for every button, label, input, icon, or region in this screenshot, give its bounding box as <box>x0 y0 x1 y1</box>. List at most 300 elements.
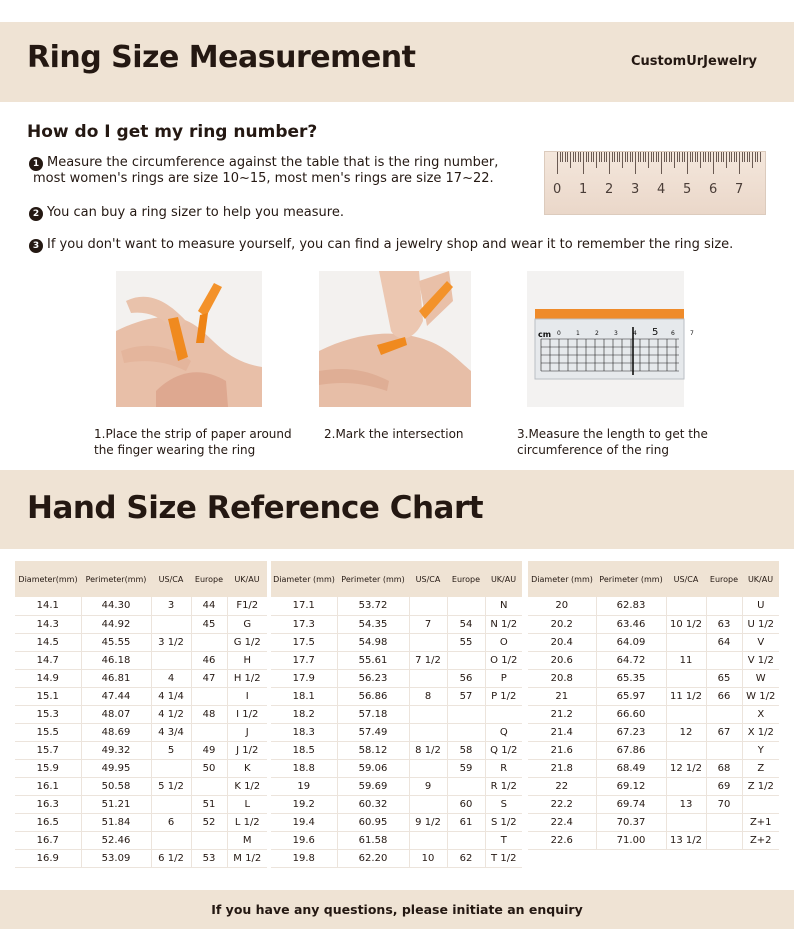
cell-us-ca: 4 <box>151 669 191 687</box>
col-uk-au: UK/AU <box>227 561 267 597</box>
ruler-tick <box>684 152 685 162</box>
table-header-row <box>528 561 779 597</box>
cell-diameter: 22.6 <box>528 831 596 849</box>
cell-perimeter: 45.55 <box>81 633 151 651</box>
ruler-tick <box>562 152 563 162</box>
table-row <box>528 669 779 687</box>
cell-perimeter: 48.07 <box>81 705 151 723</box>
cell-diameter: 15.7 <box>15 741 81 759</box>
cell-europe: 58 <box>447 741 485 759</box>
number-3-icon: 3 <box>29 239 43 253</box>
cell-us-ca: 11 1/2 <box>666 687 706 705</box>
cell-us-ca: 3 <box>151 597 191 615</box>
ruler-tick <box>601 152 602 162</box>
cell-diameter: 21.6 <box>528 741 596 759</box>
step-3-text: If you don't want to measure yourself, you can find a jewelry shop and wear it to remember the ring size. <box>47 237 734 252</box>
cell-diameter: 21.2 <box>528 705 596 723</box>
page-title: Ring Size Measurement <box>27 40 416 75</box>
cell-us-ca: 6 1/2 <box>151 849 191 867</box>
cell-uk-au: Q 1/2 <box>485 741 522 759</box>
cell-diameter: 20.2 <box>528 615 596 633</box>
cell-perimeter: 46.81 <box>81 669 151 687</box>
cell-diameter: 14.7 <box>15 651 81 669</box>
caption-1-line1: 1.Place the strip of paper around <box>94 427 292 441</box>
cell-uk-au: N <box>485 597 522 615</box>
caption-3 <box>517 426 708 458</box>
cell-europe <box>706 813 742 831</box>
cell-perimeter: 67.86 <box>596 741 666 759</box>
caption-2 <box>324 426 464 442</box>
cell-perimeter: 48.69 <box>81 723 151 741</box>
cell-europe: 61 <box>447 813 485 831</box>
ruler-image <box>544 151 766 215</box>
cell-perimeter: 68.49 <box>596 759 666 777</box>
ruler-tick <box>744 152 745 162</box>
cell-diameter: 19.8 <box>271 849 337 867</box>
col-europe: Europe <box>706 561 742 597</box>
ruler-tick <box>632 152 633 162</box>
number-2-icon: 2 <box>29 207 43 221</box>
cell-perimeter: 65.35 <box>596 669 666 687</box>
col-us-ca: US/CA <box>151 561 191 597</box>
hand-strip-photo <box>116 271 262 407</box>
cell-us-ca <box>409 795 447 813</box>
cell-diameter: 21.4 <box>528 723 596 741</box>
cell-europe: 52 <box>191 813 227 831</box>
cell-perimeter: 62.20 <box>337 849 409 867</box>
cell-us-ca <box>409 759 447 777</box>
cell-us-ca <box>151 831 191 849</box>
ruler-tick <box>700 152 701 168</box>
cell-uk-au <box>742 795 779 813</box>
cell-uk-au: U <box>742 597 779 615</box>
cell-europe <box>447 651 485 669</box>
ruler-tick <box>599 152 600 162</box>
cell-uk-au: F1/2 <box>227 597 267 615</box>
cell-us-ca: 8 1/2 <box>409 741 447 759</box>
cell-europe: 49 <box>191 741 227 759</box>
cell-us-ca <box>666 741 706 759</box>
cell-europe: 59 <box>447 759 485 777</box>
cell-us-ca <box>409 633 447 651</box>
table-row <box>528 777 779 795</box>
table-row <box>15 597 267 615</box>
cell-us-ca: 9 <box>409 777 447 795</box>
cell-europe: 54 <box>447 615 485 633</box>
cell-europe <box>447 705 485 723</box>
cell-perimeter: 59.69 <box>337 777 409 795</box>
cell-uk-au: P <box>485 669 522 687</box>
cell-uk-au: X <box>742 705 779 723</box>
ruler-tick <box>573 152 574 162</box>
table-row <box>528 831 779 849</box>
step-3 <box>29 236 733 253</box>
cell-perimeter: 57.49 <box>337 723 409 741</box>
table-row <box>271 597 522 615</box>
size-table-1 <box>15 561 267 868</box>
cell-perimeter: 56.86 <box>337 687 409 705</box>
cell-perimeter: 51.84 <box>81 813 151 831</box>
ruler-tick <box>703 152 704 162</box>
cell-europe <box>191 723 227 741</box>
cell-us-ca: 4 1/4 <box>151 687 191 705</box>
ruler-tick <box>651 152 652 162</box>
ruler-tick <box>609 152 610 174</box>
table-row <box>528 759 779 777</box>
table-row <box>15 669 267 687</box>
chart-header-band <box>0 470 794 549</box>
cell-us-ca <box>151 651 191 669</box>
caption-1 <box>94 426 292 458</box>
cell-us-ca: 13 <box>666 795 706 813</box>
cell-us-ca <box>666 813 706 831</box>
ruler-tick <box>760 152 761 162</box>
ruler-tick <box>604 152 605 162</box>
cell-diameter: 20.4 <box>528 633 596 651</box>
ruler-tick <box>713 152 714 174</box>
ruler-tick <box>630 152 631 162</box>
ruler-tick <box>619 152 620 162</box>
cell-uk-au: R 1/2 <box>485 777 522 795</box>
cell-diameter: 18.5 <box>271 741 337 759</box>
table-row <box>15 723 267 741</box>
cell-uk-au <box>485 705 522 723</box>
cell-uk-au: W <box>742 669 779 687</box>
cell-uk-au: L <box>227 795 267 813</box>
cell-diameter: 14.5 <box>15 633 81 651</box>
col-us-ca: US/CA <box>409 561 447 597</box>
table-row <box>528 723 779 741</box>
col-europe: Europe <box>191 561 227 597</box>
cell-uk-au: I 1/2 <box>227 705 267 723</box>
cell-diameter: 16.5 <box>15 813 81 831</box>
ruler-tick <box>747 152 748 162</box>
ruler-tick <box>567 152 568 162</box>
caption-3-line1: 3.Measure the length to get the <box>517 427 708 441</box>
ruler-tick <box>588 152 589 162</box>
cell-perimeter: 53.09 <box>81 849 151 867</box>
cell-perimeter: 69.12 <box>596 777 666 795</box>
cell-uk-au: K 1/2 <box>227 777 267 795</box>
table-row <box>271 705 522 723</box>
ruler-tick <box>734 152 735 162</box>
footer-enquiry-text[interactable]: If you have any questions, please initiate an enquiry <box>211 902 583 917</box>
table-row <box>528 687 779 705</box>
ruler-tick <box>578 152 579 162</box>
col-perimeter: Perimeter (mm) <box>596 561 666 597</box>
col-perimeter: Perimeter (mm) <box>337 561 409 597</box>
measure-ruler-label: 1 <box>576 330 580 337</box>
ruler-tick <box>596 152 597 168</box>
ruler-tick <box>653 152 654 162</box>
cell-perimeter: 60.95 <box>337 813 409 831</box>
cell-diameter: 22 <box>528 777 596 795</box>
howto-question: How do I get my ring number? <box>27 122 318 142</box>
ruler-tick <box>721 152 722 162</box>
cell-uk-au: T <box>485 831 522 849</box>
cell-us-ca: 5 1/2 <box>151 777 191 795</box>
cell-uk-au: V <box>742 633 779 651</box>
ruler-tick <box>708 152 709 162</box>
caption-1-line2: the finger wearing the ring <box>94 443 256 457</box>
brand-name[interactable]: CustomUrJewelry <box>630 54 757 69</box>
chart-title: Hand Size Reference Chart <box>27 490 484 526</box>
cell-us-ca <box>666 597 706 615</box>
col-uk-au: UK/AU <box>485 561 522 597</box>
cell-perimeter: 65.97 <box>596 687 666 705</box>
ruler-tick <box>606 152 607 162</box>
col-uk-au: UK/AU <box>742 561 779 597</box>
cell-us-ca <box>409 669 447 687</box>
cell-europe <box>191 633 227 651</box>
cell-perimeter: 67.23 <box>596 723 666 741</box>
cell-uk-au: K <box>227 759 267 777</box>
cell-diameter: 16.1 <box>15 777 81 795</box>
cell-uk-au: Y <box>742 741 779 759</box>
cell-us-ca <box>409 705 447 723</box>
cell-perimeter: 66.60 <box>596 705 666 723</box>
cell-uk-au: O 1/2 <box>485 651 522 669</box>
cell-us-ca: 12 <box>666 723 706 741</box>
cell-uk-au: Z+2 <box>742 831 779 849</box>
table-header-row <box>271 561 522 597</box>
cell-uk-au: R <box>485 759 522 777</box>
cell-us-ca <box>151 759 191 777</box>
cell-us-ca <box>666 633 706 651</box>
measure-ruler-unit: cm <box>538 330 552 339</box>
ruler-tick <box>593 152 594 162</box>
cell-uk-au: I <box>227 687 267 705</box>
cell-diameter: 19.2 <box>271 795 337 813</box>
ruler-tick <box>656 152 657 162</box>
ruler-tick <box>705 152 706 162</box>
cell-diameter: 15.3 <box>15 705 81 723</box>
cell-diameter: 14.1 <box>15 597 81 615</box>
table-row <box>271 813 522 831</box>
cell-diameter: 15.1 <box>15 687 81 705</box>
ruler-tick <box>716 152 717 162</box>
cell-europe <box>447 597 485 615</box>
cell-us-ca <box>666 777 706 795</box>
cell-europe: 64 <box>706 633 742 651</box>
ruler-tick <box>591 152 592 162</box>
cell-diameter: 17.3 <box>271 615 337 633</box>
cell-diameter: 21 <box>528 687 596 705</box>
step-2 <box>29 204 344 221</box>
measure-ruler-label: 2 <box>595 330 599 337</box>
cell-uk-au: S <box>485 795 522 813</box>
ruler-tick <box>755 152 756 162</box>
cell-diameter: 21.8 <box>528 759 596 777</box>
cell-europe <box>447 723 485 741</box>
ruler-tick <box>731 152 732 162</box>
cell-perimeter: 63.46 <box>596 615 666 633</box>
cell-us-ca: 7 1/2 <box>409 651 447 669</box>
cell-perimeter: 58.12 <box>337 741 409 759</box>
ruler-tick <box>661 152 662 174</box>
cell-uk-au: N 1/2 <box>485 615 522 633</box>
cell-us-ca: 3 1/2 <box>151 633 191 651</box>
col-diameter: Diameter(mm) <box>15 561 81 597</box>
cell-diameter: 17.7 <box>271 651 337 669</box>
cell-diameter: 15.9 <box>15 759 81 777</box>
col-europe: Europe <box>447 561 485 597</box>
cell-us-ca: 7 <box>409 615 447 633</box>
cell-diameter: 14.9 <box>15 669 81 687</box>
cell-us-ca <box>409 831 447 849</box>
cell-uk-au: J <box>227 723 267 741</box>
cell-perimeter: 52.46 <box>81 831 151 849</box>
cell-diameter: 19.6 <box>271 831 337 849</box>
ruler-tick <box>710 152 711 162</box>
cell-diameter: 15.5 <box>15 723 81 741</box>
cell-us-ca: 5 <box>151 741 191 759</box>
cell-europe: 53 <box>191 849 227 867</box>
ruler-tick <box>586 152 587 162</box>
ruler-tick <box>583 152 584 174</box>
cell-europe: 63 <box>706 615 742 633</box>
ruler-label: 0 <box>553 182 562 197</box>
cell-diameter: 17.1 <box>271 597 337 615</box>
measure-ruler-label: 4 <box>633 330 637 337</box>
table-row <box>271 777 522 795</box>
cell-perimeter: 46.18 <box>81 651 151 669</box>
step-1 <box>29 154 498 171</box>
ruler-label: 1 <box>579 182 588 197</box>
cell-perimeter: 62.83 <box>596 597 666 615</box>
cell-diameter: 19.4 <box>271 813 337 831</box>
cell-europe: 68 <box>706 759 742 777</box>
ruler-tick <box>648 152 649 168</box>
cell-uk-au: Z <box>742 759 779 777</box>
cell-us-ca <box>666 669 706 687</box>
ruler-tick <box>664 152 665 162</box>
cell-europe <box>447 777 485 795</box>
table-row <box>528 741 779 759</box>
ruler-tick <box>671 152 672 162</box>
cell-perimeter: 64.72 <box>596 651 666 669</box>
ruler-label: 3 <box>631 182 640 197</box>
cell-europe: 57 <box>447 687 485 705</box>
table-row <box>15 759 267 777</box>
cell-us-ca <box>151 795 191 813</box>
measure-ruler-label: 0 <box>557 330 561 337</box>
cell-europe: 46 <box>191 651 227 669</box>
cell-europe <box>447 831 485 849</box>
cell-us-ca: 13 1/2 <box>666 831 706 849</box>
ruler-tick <box>627 152 628 162</box>
table-header-row <box>15 561 267 597</box>
caption-2-line1: 2.Mark the intersection <box>324 427 464 441</box>
cell-uk-au: M <box>227 831 267 849</box>
ruler-tick <box>557 152 558 174</box>
ruler-tick <box>643 152 644 162</box>
cell-us-ca <box>666 705 706 723</box>
cell-perimeter: 54.35 <box>337 615 409 633</box>
table-row <box>15 777 267 795</box>
cell-uk-au: G <box>227 615 267 633</box>
ruler-tick <box>697 152 698 162</box>
size-table-2 <box>271 561 522 868</box>
cell-europe: 44 <box>191 597 227 615</box>
cell-us-ca: 9 1/2 <box>409 813 447 831</box>
table-row <box>528 651 779 669</box>
ruler-tick <box>749 152 750 162</box>
cell-perimeter: 59.06 <box>337 759 409 777</box>
caption-3-line2: circumference of the ring <box>517 443 669 457</box>
cell-perimeter: 71.00 <box>596 831 666 849</box>
ruler-tick <box>679 152 680 162</box>
table-row <box>271 633 522 651</box>
cell-perimeter: 57.18 <box>337 705 409 723</box>
cell-us-ca <box>409 723 447 741</box>
ruler-tick <box>757 152 758 162</box>
ruler-tick <box>638 152 639 162</box>
cell-uk-au: X 1/2 <box>742 723 779 741</box>
ruler-tick <box>658 152 659 162</box>
ruler-tick <box>612 152 613 162</box>
cell-europe: 47 <box>191 669 227 687</box>
table-row <box>15 705 267 723</box>
cell-europe <box>191 831 227 849</box>
cell-uk-au: S 1/2 <box>485 813 522 831</box>
cell-diameter: 17.9 <box>271 669 337 687</box>
cell-perimeter: 49.32 <box>81 741 151 759</box>
cell-perimeter: 70.37 <box>596 813 666 831</box>
table-row <box>528 615 779 633</box>
cell-uk-au: H <box>227 651 267 669</box>
cell-perimeter: 49.95 <box>81 759 151 777</box>
cell-uk-au: G 1/2 <box>227 633 267 651</box>
cell-europe <box>191 687 227 705</box>
ruler-label: 5 <box>683 182 692 197</box>
ruler-tick <box>752 152 753 168</box>
cell-perimeter: 56.23 <box>337 669 409 687</box>
cell-europe: 50 <box>191 759 227 777</box>
cell-diameter: 18.3 <box>271 723 337 741</box>
cell-uk-au: V 1/2 <box>742 651 779 669</box>
ruler-label: 6 <box>709 182 718 197</box>
ruler-tick <box>682 152 683 162</box>
size-table-3 <box>528 561 779 850</box>
table-row <box>528 813 779 831</box>
step-2-text: You can buy a ring sizer to help you measure. <box>47 205 344 220</box>
ruler-tick <box>674 152 675 168</box>
ruler-tick <box>635 152 636 174</box>
measure-ruler-label: 5 <box>652 327 659 338</box>
table-row <box>15 813 267 831</box>
cell-perimeter: 44.30 <box>81 597 151 615</box>
cell-europe: 51 <box>191 795 227 813</box>
cell-us-ca: 8 <box>409 687 447 705</box>
ruler-tick <box>666 152 667 162</box>
ruler-tick <box>723 152 724 162</box>
cell-uk-au: M 1/2 <box>227 849 267 867</box>
cell-europe: 67 <box>706 723 742 741</box>
table-row <box>271 723 522 741</box>
col-diameter: Diameter (mm) <box>528 561 596 597</box>
table-row <box>271 651 522 669</box>
cell-europe: 60 <box>447 795 485 813</box>
table-row <box>15 651 267 669</box>
cell-diameter: 20 <box>528 597 596 615</box>
cell-us-ca: 11 <box>666 651 706 669</box>
table-row <box>271 687 522 705</box>
table-row <box>271 795 522 813</box>
cell-europe: 48 <box>191 705 227 723</box>
cell-europe <box>706 705 742 723</box>
table-row <box>528 705 779 723</box>
